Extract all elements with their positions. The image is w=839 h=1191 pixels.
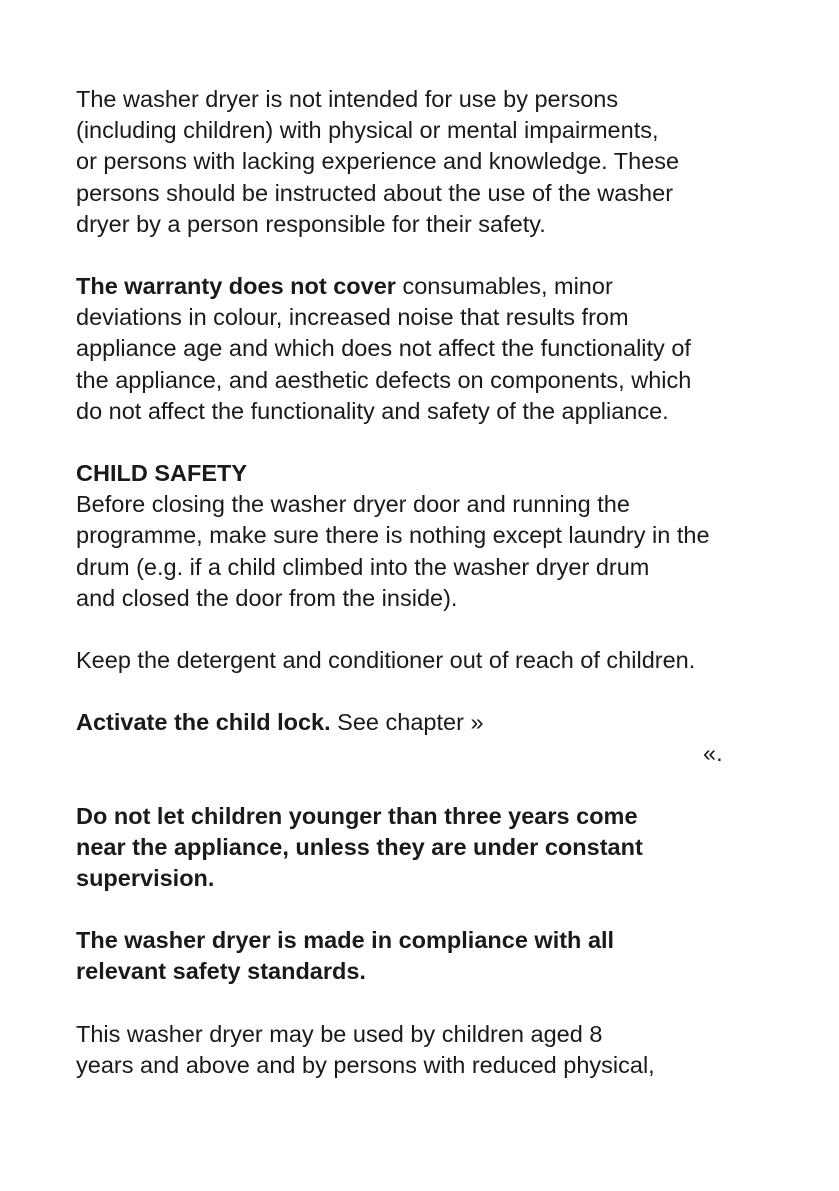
text-line: supervision. xyxy=(76,865,215,892)
text-line: do not affect the functionality and safety of the appliance. xyxy=(76,397,669,424)
child-safety-heading: CHILD SAFETY xyxy=(76,460,248,487)
text-line: drum (e.g. if a child climbed into the washer dryer drum xyxy=(76,553,650,580)
text-line: programme, make sure there is nothing except laundry in the xyxy=(76,522,710,549)
paragraph-warranty xyxy=(76,271,806,427)
paragraph-gap xyxy=(76,770,806,801)
text-line: persons should be instructed about the use of the washer xyxy=(76,179,674,206)
text-line xyxy=(76,707,806,738)
warranty-line-rest: consumables, minor xyxy=(395,273,613,300)
text-line: and closed the door from the inside). xyxy=(76,584,458,611)
text-line: deviations in colour, increased noise that results from xyxy=(76,304,629,331)
child-lock-bold-lead: Activate the child lock. xyxy=(76,709,331,736)
text-line: appliance age and which does not affect the functionality of xyxy=(76,335,691,362)
text-line: years and above and by persons with reduced physical, xyxy=(76,1051,655,1078)
section-child-safety xyxy=(76,458,806,614)
text-line: (including children) with physical or mental impairments, xyxy=(76,117,659,144)
text-line: The washer dryer is not intended for use by persons xyxy=(76,86,619,112)
paragraph-gap xyxy=(76,427,806,458)
paragraph-gap xyxy=(76,894,806,925)
paragraph-detergent xyxy=(76,645,806,676)
text-line: This washer dryer may be used by children aged 8 xyxy=(76,1020,603,1047)
text-line: relevant safety standards. xyxy=(76,958,366,985)
paragraph-child-lock xyxy=(76,707,806,769)
text-line: dryer by a person responsible for their safety. xyxy=(76,210,546,237)
paragraph-gap xyxy=(76,676,806,707)
text-line: Keep the detergent and conditioner out of reach of children. xyxy=(76,647,696,674)
text-line xyxy=(76,271,806,302)
child-lock-chapter-ref: See chapter » xyxy=(330,709,484,736)
paragraph-young-children xyxy=(76,801,806,895)
chapter-ref-closing: «. xyxy=(703,740,723,767)
text-line: The washer dryer is made in compliance with all xyxy=(76,927,615,954)
paragraph-gap xyxy=(76,988,806,1019)
paragraph-children-aged-8 xyxy=(76,1019,806,1081)
text-line: Do not let children younger than three years come xyxy=(76,802,638,829)
document-page xyxy=(76,84,806,1081)
text-line: Before closing the washer dryer door and running the xyxy=(76,491,630,518)
text-line: the appliance, and aesthetic defects on components, which xyxy=(76,366,692,393)
warranty-bold-lead: The warranty does not cover xyxy=(76,273,396,300)
text-line: or persons with lacking experience and knowledge. These xyxy=(76,148,680,175)
paragraph-intended-use xyxy=(76,84,806,240)
text-line: near the appliance, unless they are under constant xyxy=(76,833,643,860)
paragraph-gap xyxy=(76,614,806,645)
paragraph-gap xyxy=(76,240,806,271)
paragraph-compliance xyxy=(76,925,806,987)
